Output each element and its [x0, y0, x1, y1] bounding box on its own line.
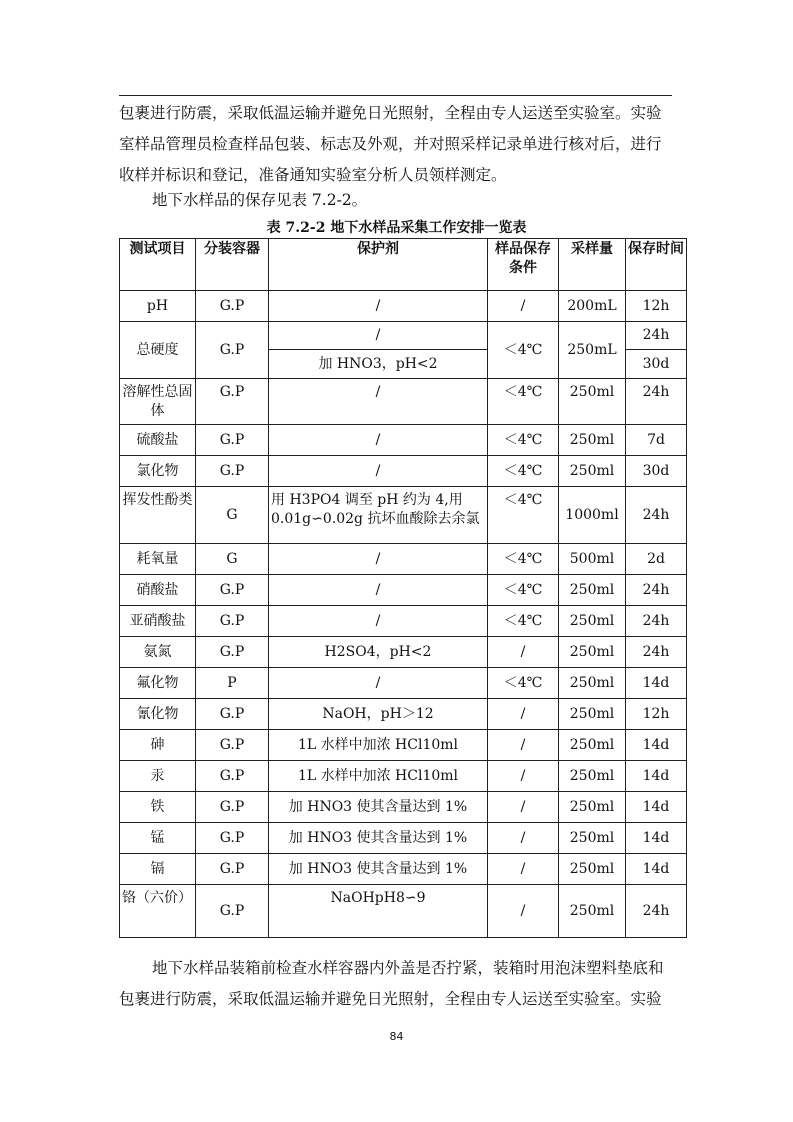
table-row [120, 291, 687, 322]
table-row [120, 606, 687, 637]
cell-condition: / [488, 637, 559, 668]
header-condition: 样品保存条件 [488, 239, 559, 291]
cell-time-2: 30d [626, 350, 687, 379]
cell-volume: 500ml [559, 544, 626, 575]
cell-condition: / [488, 730, 559, 761]
cell-preservative-2: 加 HNO3，pH<2 [269, 350, 488, 379]
cell-time: 14d [626, 854, 687, 885]
cell-item: 镉 [120, 854, 196, 885]
cell-container: G.P [196, 854, 269, 885]
cell-preservative: / [269, 606, 488, 637]
cell-container: G.P [196, 322, 269, 379]
table-header-row [120, 239, 687, 291]
table-row [120, 322, 687, 350]
cell-preservative: / [269, 322, 488, 350]
cell-preservative: NaOHpH8∽9 [269, 885, 488, 938]
cell-container: G [196, 544, 269, 575]
cell-preservative: / [269, 425, 488, 456]
cell-container: G.P [196, 792, 269, 823]
cell-container: G [196, 487, 269, 544]
cell-preservative: / [269, 668, 488, 699]
cell-condition: / [488, 699, 559, 730]
cell-item: 锰 [120, 823, 196, 854]
table-row [120, 487, 687, 544]
cell-item: 氟化物 [120, 668, 196, 699]
cell-time: 14d [626, 730, 687, 761]
cell-item: 亚硝酸盐 [120, 606, 196, 637]
header-rule [119, 95, 672, 96]
cell-volume: 250ml [559, 761, 626, 792]
cell-time: 2d [626, 544, 687, 575]
cell-time: 24h [626, 575, 687, 606]
paragraph-intro: 地下水样品的保存见表 7.2-2。 [152, 191, 368, 209]
cell-time: 14d [626, 823, 687, 854]
cell-time: 12h [626, 291, 687, 322]
cell-preservative: 1L 水样中加浓 HCl10ml [269, 761, 488, 792]
cell-item: 氯化物 [120, 456, 196, 487]
cell-time: 12h [626, 699, 687, 730]
cell-container: G.P [196, 823, 269, 854]
cell-preservative: 1L 水样中加浓 HCl10ml [269, 730, 488, 761]
cell-container: G.P [196, 761, 269, 792]
paragraph-bottom: 地下水样品装箱前检查水样容器内外盖是否拧紧，装箱时用泡沫塑料垫底和包裹进行防震，采取低温运输并避免日光照射，全程由专人运送至实验室。实验 [119, 959, 664, 1008]
cell-condition: ＜4℃ [488, 668, 559, 699]
cell-item: 溶解性总固体 [120, 379, 196, 425]
cell-volume: 250ml [559, 379, 626, 425]
cell-condition: ＜4℃ [488, 379, 559, 425]
cell-container: G.P [196, 885, 269, 938]
cell-preservative: / [269, 379, 488, 425]
cell-item: 硝酸盐 [120, 575, 196, 606]
table-row [120, 792, 687, 823]
cell-item: 氰化物 [120, 699, 196, 730]
cell-volume: 250ml [559, 456, 626, 487]
cell-condition: ＜4℃ [488, 487, 559, 544]
cell-container: G.P [196, 730, 269, 761]
cell-container: G.P [196, 291, 269, 322]
cell-item: 铬（六价） [120, 885, 196, 938]
cell-item: 氨氮 [120, 637, 196, 668]
table-row [120, 425, 687, 456]
header-time: 保存时间 [626, 239, 687, 291]
table-row [120, 730, 687, 761]
cell-preservative: 加 HNO3 使其含量达到 1% [269, 792, 488, 823]
cell-preservative: / [269, 456, 488, 487]
cell-time: 24h [626, 885, 687, 938]
page-number: 84 [389, 1030, 404, 1043]
cell-volume: 250ml [559, 854, 626, 885]
table-row [120, 761, 687, 792]
cell-condition: / [488, 885, 559, 938]
cell-container: G.P [196, 379, 269, 425]
table-row [120, 575, 687, 606]
cell-volume: 250ml [559, 425, 626, 456]
cell-volume: 250ml [559, 823, 626, 854]
cell-item: 硫酸盐 [120, 425, 196, 456]
cell-condition: ＜4℃ [488, 575, 559, 606]
table-row [120, 823, 687, 854]
header-preservative: 保护剂 [269, 239, 488, 291]
cell-item: 挥发性酚类 [120, 487, 196, 544]
cell-time: 14d [626, 761, 687, 792]
cell-preservative: 加 HNO3 使其含量达到 1% [269, 823, 488, 854]
cell-volume: 250ml [559, 730, 626, 761]
table-row [120, 544, 687, 575]
paragraph-top: 包裹进行防震，采取低温运输并避免日光照射，全程由专人运送至实验室。实验室样品管理员检查样品包装、标志及外观，并对照采样记录单进行核对后，进行收样并标识和登记，准备通知实验室分析人员领样测定。 [119, 104, 662, 184]
cell-time: 14d [626, 792, 687, 823]
cell-preservative: / [269, 291, 488, 322]
cell-preservative: 用 H3PO4 调至 pH 约为 4,用 0.01g∽0.02g 抗坏血酸除去余氯 [269, 487, 488, 544]
cell-container: G.P [196, 425, 269, 456]
cell-volume: 250ml [559, 699, 626, 730]
cell-volume: 250mL [559, 322, 626, 379]
cell-time: 14d [626, 668, 687, 699]
cell-container: G.P [196, 606, 269, 637]
cell-preservative: / [269, 575, 488, 606]
table-row [120, 379, 687, 425]
table-row [120, 668, 687, 699]
cell-time: 24h [626, 606, 687, 637]
table-row [120, 699, 687, 730]
cell-time: 7d [626, 425, 687, 456]
cell-item: pH [120, 291, 196, 322]
cell-item: 砷 [120, 730, 196, 761]
cell-preservative: H2SO4，pH<2 [269, 637, 488, 668]
cell-container: G.P [196, 456, 269, 487]
cell-time: 30d [626, 456, 687, 487]
table-row [120, 885, 687, 938]
cell-time: 24h [626, 379, 687, 425]
cell-volume: 200mL [559, 291, 626, 322]
cell-item: 铁 [120, 792, 196, 823]
cell-item: 耗氧量 [120, 544, 196, 575]
table-row [120, 456, 687, 487]
cell-condition: / [488, 792, 559, 823]
cell-condition: ＜4℃ [488, 456, 559, 487]
cell-condition: ＜4℃ [488, 322, 559, 379]
cell-volume: 250ml [559, 575, 626, 606]
cell-condition: / [488, 291, 559, 322]
header-volume: 采样量 [559, 239, 626, 291]
cell-container: G.P [196, 575, 269, 606]
cell-volume: 250ml [559, 668, 626, 699]
cell-preservative: 加 HNO3 使其含量达到 1% [269, 854, 488, 885]
cell-condition: ＜4℃ [488, 606, 559, 637]
cell-container: G.P [196, 637, 269, 668]
cell-preservative: NaOH，pH＞12 [269, 699, 488, 730]
table-row [120, 854, 687, 885]
table-caption: 表 7.2-2 地下水样品采集工作安排一览表 [266, 220, 527, 236]
cell-time: 24h [626, 487, 687, 544]
cell-time: 24h [626, 322, 687, 350]
cell-preservative: / [269, 544, 488, 575]
cell-volume: 250ml [559, 606, 626, 637]
cell-volume: 250ml [559, 792, 626, 823]
cell-volume: 1000ml [559, 487, 626, 544]
cell-condition: / [488, 854, 559, 885]
cell-container: G.P [196, 699, 269, 730]
sample-preservation-table [119, 238, 687, 938]
cell-condition: ＜4℃ [488, 544, 559, 575]
cell-volume: 250ml [559, 885, 626, 938]
cell-condition: ＜4℃ [488, 425, 559, 456]
cell-volume: 250ml [559, 637, 626, 668]
table-row [120, 637, 687, 668]
cell-item: 汞 [120, 761, 196, 792]
cell-time: 24h [626, 637, 687, 668]
cell-container: P [196, 668, 269, 699]
cell-condition: / [488, 823, 559, 854]
cell-item: 总硬度 [120, 322, 196, 379]
header-test-item: 测试项目 [120, 239, 196, 291]
cell-condition: / [488, 761, 559, 792]
header-container: 分装容器 [196, 239, 269, 291]
